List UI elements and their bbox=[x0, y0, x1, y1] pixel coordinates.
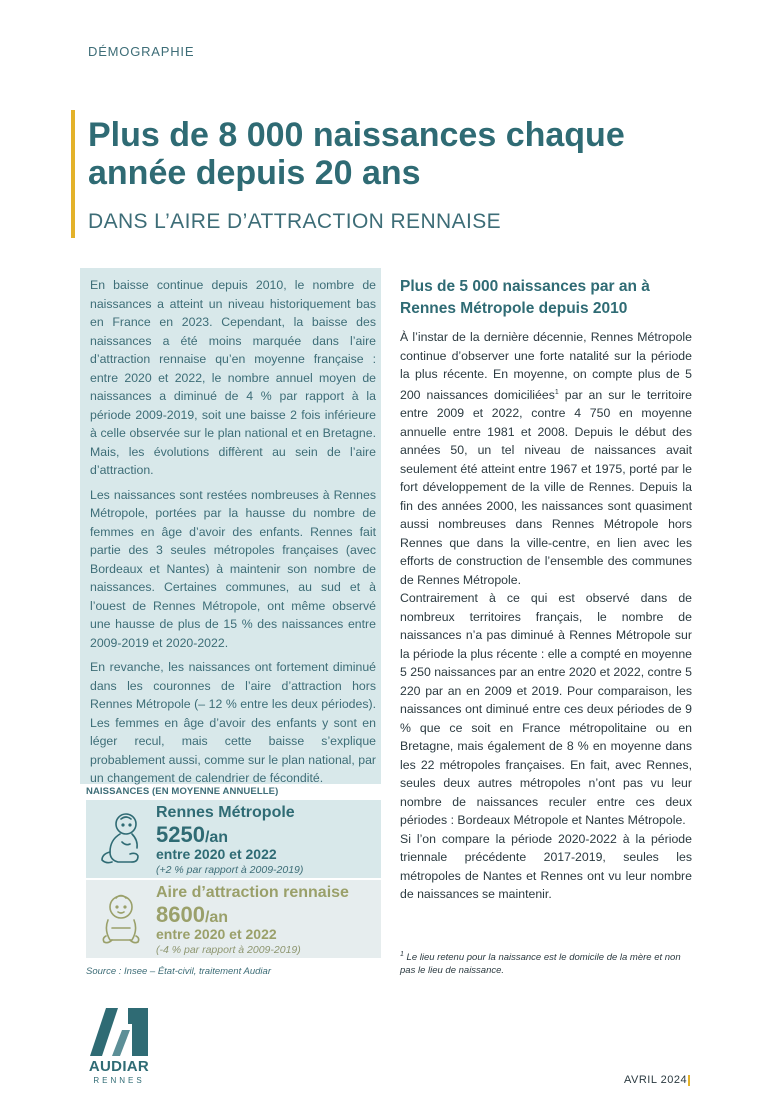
intro-text bbox=[90, 276, 376, 794]
body-text bbox=[400, 328, 692, 904]
card-number: 8600 bbox=[156, 902, 205, 927]
footnote-text: Le lieu retenu pour la naissance est le domicile de la mère et non pas le lieu de naissance. bbox=[400, 952, 681, 977]
publication-date: AVRIL 2024 bbox=[624, 1074, 688, 1086]
card-period: entre 2020 et 2022 bbox=[156, 926, 277, 942]
intro-paragraph: En baisse continue depuis 2010, le nombre de naissances a atteint un niveau historiquement bas en France en 2023. Cependant, la baisse des naissances a été moins marquée dans l’aire d’attraction rennaise qu’en moyenne française : entre 2020 et 2022, le nombre annuel moyen de naissances a diminué de 4 % par rapport à la période 2009-2019, soit une baisse 2 fois inférieure à celle observée sur le plan national et en Bretagne. Mais, les évolutions diffèrent au sein de l’aire d’attraction. bbox=[90, 278, 376, 477]
card-title: Aire d’attraction rennaise bbox=[156, 884, 349, 901]
card-value bbox=[156, 902, 228, 928]
section-heading: Plus de 5 000 naissances par an à Rennes Métropole depuis 2010 bbox=[400, 278, 650, 317]
card-title: Rennes Métropole bbox=[156, 804, 295, 821]
body-paragraph: Contrairement à ce qui est observé dans de nombreux territoires français, le nombre de naissances n’a pas diminué à Rennes Métropole sur la période la plus récente : elle a compté en moyenne 5 250 naissances par an entre 2020 et 2022, contre 5 220 par an en 2009 et 2019. Pour comparaison, les naissances ont diminué entre ces deux périodes de 9 % que ce soit en France métropolitaine ou en Bretagne, mais également de 8 % en moyenne dans les 22 métropoles françaises. En fait, avec Rennes, seules deux autres métropoles n’ont pas vu leur nombre de naissances reculer entre ces deux périodes : Bordeaux Métropole et Nantes Métropole. bbox=[400, 591, 692, 828]
baby-sitting-icon bbox=[92, 810, 150, 868]
footnote bbox=[400, 948, 695, 977]
intro-paragraph: En revanche, les naissances ont fortement diminué dans les couronnes de l’aire d’attraction hors Rennes Métropole (– 12 % entre les deux périodes). Les femmes en âge d’avoir des enfants y sont en léger recul, mais cette baisse s’explique probablement aussi, comme sur le plan national, par un changement de calendrier de fécondité. bbox=[90, 660, 376, 785]
audiar-logo-mark bbox=[88, 1006, 150, 1058]
aire-attraction-card bbox=[86, 880, 381, 958]
card-number: 5250 bbox=[156, 822, 205, 847]
audiar-logo bbox=[86, 1006, 152, 1088]
intro-paragraph: Les naissances sont restées nombreuses à Rennes Métropole, portées par la hausse du nombre de femmes en âge d’avoir des enfants. Rennes fait partie des 3 seules métropoles françaises (avec Bordeaux et Nantes) à maintenir son nombre de naissances. Certaines communes, au sud et à l’ouest de Rennes Métropole, ont même observé une hausse de plus de 15 % des naissances entre 2009-2019 et 2020-2022. bbox=[90, 487, 376, 650]
source-note: Source : Insee – État-civil, traitement Audiar bbox=[86, 966, 271, 977]
card-value bbox=[156, 822, 228, 848]
footnote-ref: 1 bbox=[554, 388, 559, 396]
rennes-metropole-card bbox=[86, 800, 381, 878]
body-paragraph: Si l’on compare la période 2020-2022 à la période triennale précédente 2017-2019, seules les métropoles de Nantes et Rennes ont vu leur nombre de naissances se maintenir. bbox=[400, 831, 692, 902]
body-text-part: par an sur le territoire entre 2009 et 2022, contre 4 750 en moyenne annuelle entre 1981 et 2008. Depuis le début des années 50, un tel niveau de naissances avait seulement été atteint entre 1967 et 1975, porté par le fort développement de la ville de Rennes. Depuis la fin des années 2000, les naissances sont quasiment aussi nombreuses dans Rennes Métropole hors Rennes que dans la ville-centre, en lien avec les efforts de construction de l’ensemble des communes de Rennes Métropole. bbox=[400, 387, 692, 587]
body-text-part: À l’instar de la dernière décennie, Rennes Métropole continue d’observer une forte natalité sur la période la plus récente. En moyenne, on compte plus de 5 200 naissances domiciliées bbox=[400, 330, 692, 402]
card-variation: (+2 % par rapport à 2009-2019) bbox=[156, 864, 304, 876]
date-accent-bar bbox=[688, 1075, 690, 1086]
baby-face-icon bbox=[92, 890, 150, 948]
page-title: Plus de 8 000 naissances chaque année depuis 20 ans bbox=[88, 116, 625, 192]
births-label: NAISSANCES (EN MOYENNE ANNUELLE) bbox=[86, 786, 279, 797]
logo-name: AUDIAR bbox=[88, 1058, 150, 1075]
card-unit: /an bbox=[204, 909, 229, 926]
footnote-marker: 1 bbox=[400, 951, 404, 958]
title-accent-bar bbox=[71, 110, 75, 238]
logo-city: RENNES bbox=[93, 1076, 145, 1085]
section-tag: DÉMOGRAPHIE bbox=[88, 44, 195, 59]
card-period: entre 2020 et 2022 bbox=[156, 846, 277, 862]
page-subtitle: DANS L’AIRE D’ATTRACTION RENNAISE bbox=[88, 210, 502, 233]
body-paragraph bbox=[400, 328, 692, 589]
card-variation: (-4 % par rapport à 2009-2019) bbox=[156, 944, 301, 956]
card-unit: /an bbox=[204, 829, 229, 846]
